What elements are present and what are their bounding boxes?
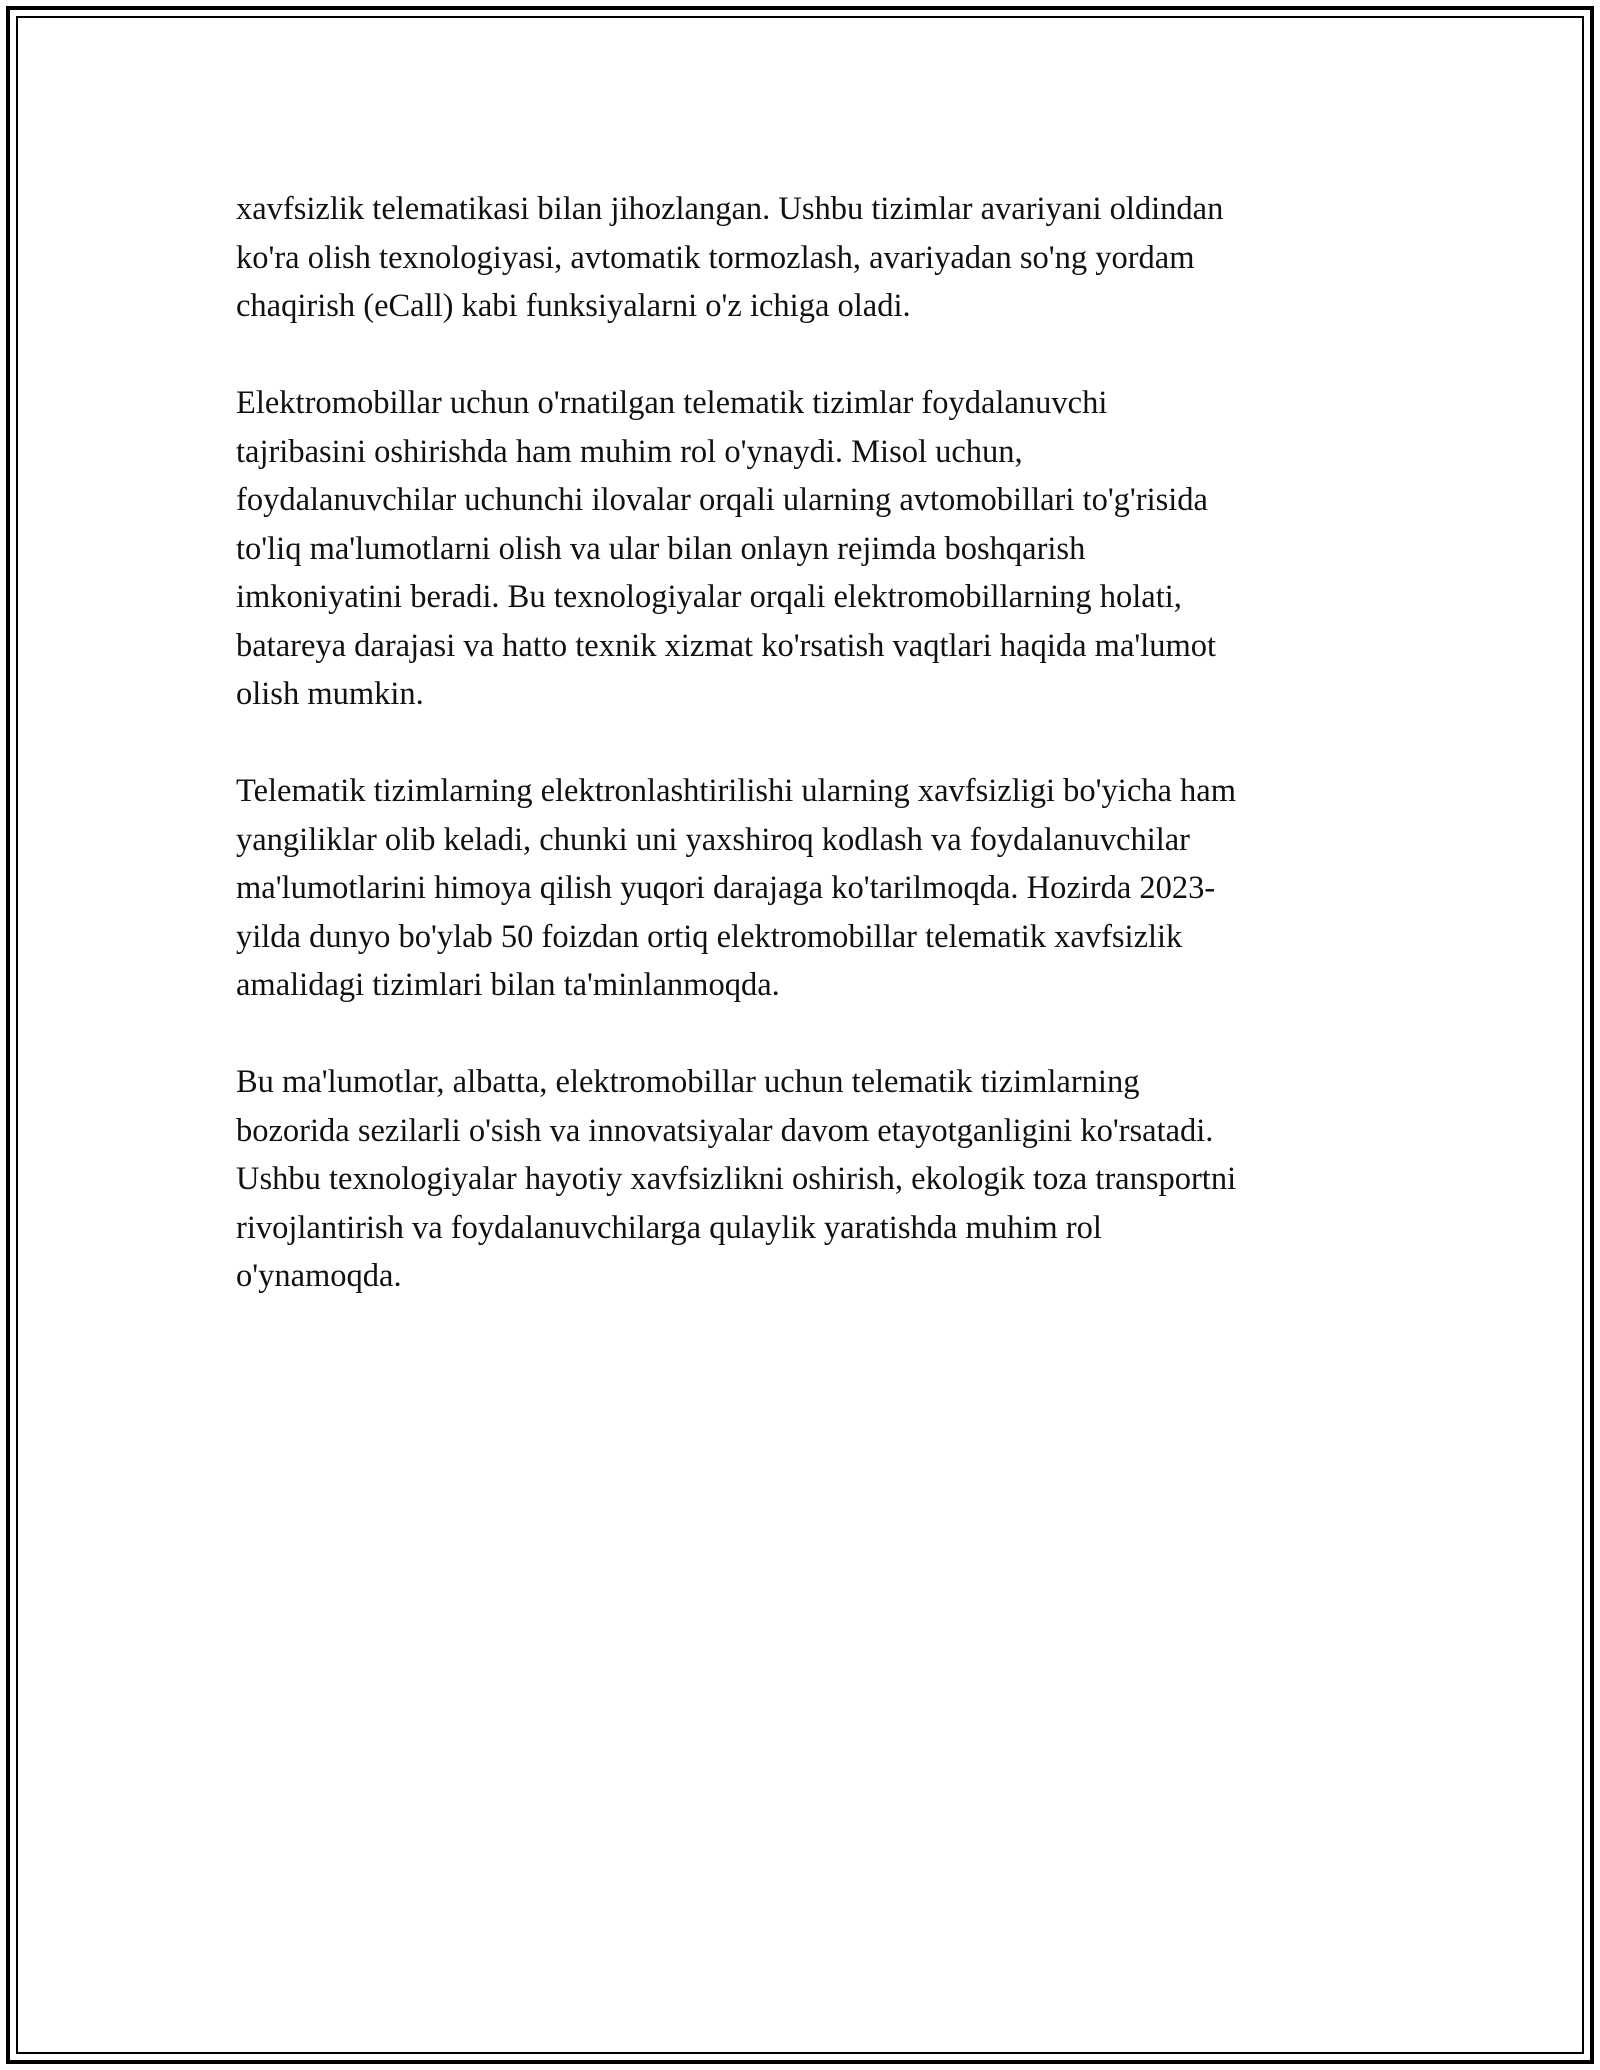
paragraph-4: Bu ma'lumotlar, albatta, elektromobillar uchun telematik tizimlarning bozorida sezilarli o'sish va innovatsiyalar davom etayotganligini ko'rsatadi. Ushbu texnologiyalar hayotiy xavfsizlikni oshirish, ekologik toza transportni rivojlantirish va foydalanuvchilarga qulaylik yaratishda muhim rol o'ynamoqda.: [236, 1064, 1237, 1294]
paragraph-2: Elektromobillar uchun o'rnatilgan telematik tizimlar foydalanuvchi tajribasini oshirishda ham muhim rol o'ynaydi. Misol uchun, foydalanuvchilar uchunchi ilovalar orqali ularning avtomobillari to'g'risida to'liq ma'lumotlarni olish va ular bilan onlayn rejimda boshqarish imkoniyatini beradi. Bu texnologiyalar orqali elektromobillarning holati, batareya darajasi va hatto texnik xizmat ko'rsatish vaqtlari haqida ma'lumot olish mumkin.: [236, 385, 1217, 712]
paragraph-3: Telematik tizimlarning elektronlashtirilishi ularning xavfsizligi bo'yicha ham yangiliklar olib keladi, chunki uni yaxshiroq kodlash va foydalanuvchilar ma'lumotlarini himoya qilish yuqori darajaga ko'tarilmoqda. Hozirda 2023- yilda dunyo bo'ylab 50 foizdan ortiq elektromobillar telematik xavfsizlik amalidagi tizimlari bilan ta'minlanmoqda.: [236, 773, 1236, 1003]
document-body: [236, 185, 1386, 1349]
paragraph-1: xavfsizlik telematikasi bilan jihozlangan. Ushbu tizimlar avariyani oldindan ko'ra olish texnologiyasi, avtomatik tormozlash, avariyadan so'ng yordam chaqirish (eCall) kabi funksiyalarni o'z ichiga oladi.: [236, 191, 1224, 324]
